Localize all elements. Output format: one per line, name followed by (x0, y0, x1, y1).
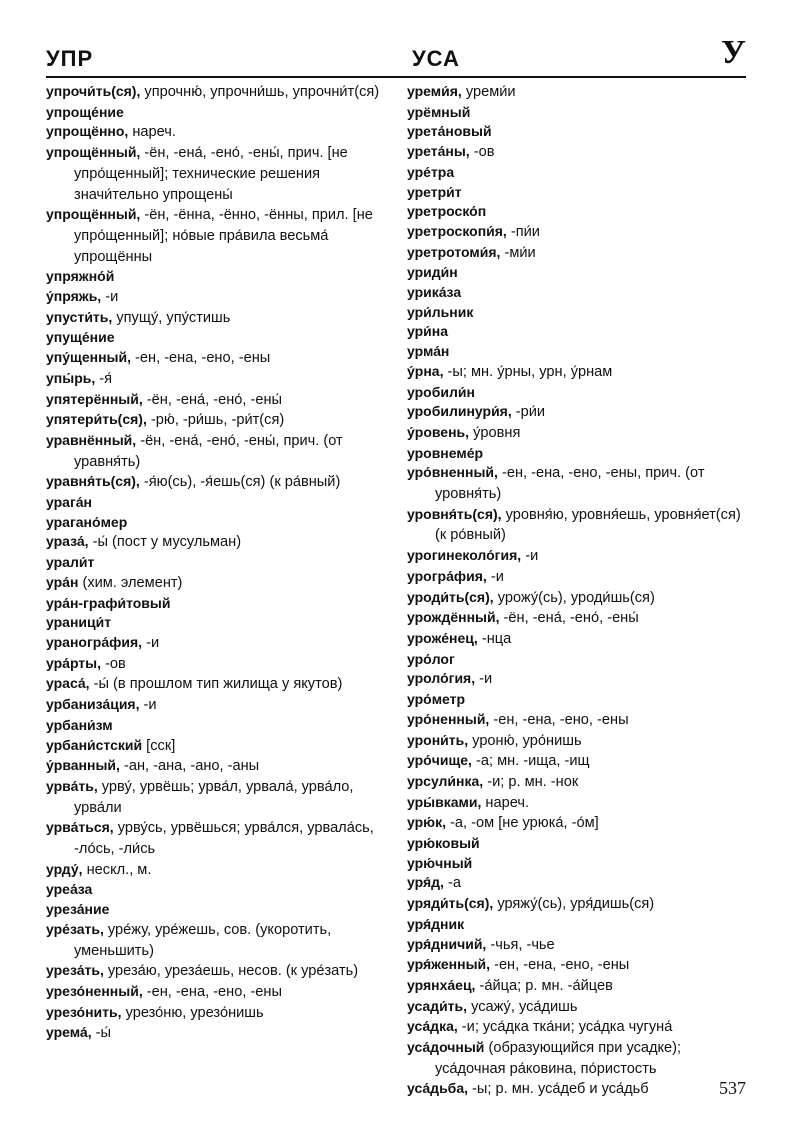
dictionary-entry (407, 935, 752, 956)
entry-grammar: -и (139, 697, 157, 714)
entry-grammar: уроню́, уро́нишь (468, 732, 582, 749)
entry-headword: упрочи́ть(ся), (46, 83, 141, 99)
entry-grammar: урожу́(сь), уроди́шь(ся) (493, 589, 655, 606)
dictionary-entry (46, 103, 391, 123)
dictionary-entry (46, 1003, 391, 1024)
dictionary-entry (407, 976, 752, 997)
entry-grammar: -и (475, 671, 493, 688)
page-number: 537 (719, 1078, 746, 1098)
entry-grammar: -ен, -ена, -ено, -ены (131, 350, 271, 367)
entry-headword: упрощённый, (46, 206, 141, 223)
entry-headword: урсули́нка, (407, 772, 484, 789)
entry-headword: урета́новый (407, 123, 492, 140)
dictionary-entry (46, 756, 391, 777)
dictionary-entry (407, 854, 752, 874)
dictionary-entry (46, 900, 391, 920)
dictionary-entry (407, 1038, 752, 1079)
entry-headword: урду́, (46, 860, 83, 877)
dictionary-entry (407, 263, 752, 283)
dictionary-entry (46, 472, 391, 493)
dictionary-entry (407, 834, 752, 854)
entry-headword: уря́женный, (407, 956, 491, 973)
entry-grammar: уре́жу, уре́жешь, сов. (укоротить, уменьшить) (74, 921, 332, 959)
entry-headword: урбани́стский (46, 736, 143, 753)
dictionary-entry (46, 513, 391, 533)
entry-headword: урождённый, (407, 609, 500, 626)
dictionary-entry (46, 431, 391, 472)
entry-grammar: усажу́, уса́дишь (467, 998, 578, 1015)
entry-headword: уриди́н (407, 264, 458, 281)
entry-grammar: уряжу́(сь), уря́дишь(ся) (493, 896, 655, 913)
entry-headword: ураза́, (46, 533, 89, 550)
dictionary-entry (407, 383, 752, 403)
entry-headword: уроди́ть(ся), (407, 588, 494, 605)
dictionary-entry (407, 894, 752, 915)
entry-headword: урага́н (46, 494, 93, 511)
entry-headword: урёмный (407, 103, 471, 120)
dictionary-entry (407, 423, 752, 444)
right-column (407, 82, 752, 1100)
entry-headword: уравня́ть(ся), (46, 473, 140, 490)
entry-headword: усади́ть, (407, 997, 468, 1014)
entry-grammar: -ы́ (91, 1025, 112, 1042)
entry-grammar: -ен, -ена, -ено, -ены (490, 957, 630, 974)
entry-headword: у́рванный, (46, 757, 120, 774)
entry-headword: уре́зать, (46, 920, 104, 937)
entry-headword: уря́дничий, (407, 935, 487, 952)
dictionary-entry (46, 594, 391, 614)
dictionary-entry (407, 567, 752, 588)
entry-headword: ура́рты, (46, 654, 102, 671)
entry-headword: упятери́ть(ся), (46, 411, 147, 428)
entry-grammar: урву́сь, урвёшься; урва́лся, урвала́сь, -ло́сь, -ли́сь (74, 820, 374, 858)
entry-headword: ураногра́фия, (46, 633, 143, 650)
entry-headword: урагано́мер (46, 513, 128, 530)
entry-grammar: -ен, -ена, -ено, -ены (142, 983, 282, 1000)
dictionary-entry (407, 997, 752, 1018)
entry-grammar: -я́ю(сь), -я́ешь(ся) (к ра́вный) (139, 474, 341, 491)
dictionary-entry (46, 716, 391, 736)
dictionary-entry (407, 813, 752, 834)
dictionary-entry (407, 362, 752, 383)
entry-grammar: -и; уса́дка тка́ни; уса́дка чугуна́ (457, 1019, 673, 1036)
dictionary-entry (46, 633, 391, 654)
entry-headword: урю́ковый (407, 835, 480, 852)
dictionary-entry (407, 1017, 752, 1038)
entry-grammar: -ов (469, 144, 495, 161)
entry-headword: упрощённый, (46, 144, 141, 161)
dictionary-entry (46, 777, 391, 818)
dictionary-entry (407, 772, 752, 793)
entry-headword: ури́на (407, 323, 449, 340)
entry-grammar: упрочню́, упрочни́шь, упрочни́т(ся) (140, 84, 380, 100)
entry-grammar: -ми́и (500, 244, 536, 261)
entry-grammar: [сск] (142, 737, 176, 754)
entry-headword: уретроскопи́я, (407, 222, 507, 239)
entry-headword: ура́н (46, 573, 79, 590)
dictionary-entry (407, 444, 752, 464)
dictionary-entry (46, 122, 391, 143)
entry-grammar: -ён, -ённа, -ённо, -ённы, прил. [не упро́щенный]; но́вые пра́вила весьма́ упрощённы (74, 207, 373, 265)
entry-headword: уря́дник (407, 915, 465, 932)
dictionary-entry (407, 342, 752, 362)
left-column (46, 82, 391, 1044)
entry-grammar: -я́ (95, 370, 113, 387)
entry-grammar: -и (486, 568, 504, 585)
dictionary-entry (46, 920, 391, 961)
dictionary-entry (46, 553, 391, 573)
entry-headword: упроще́ние (46, 103, 124, 120)
dictionary-entry (46, 880, 391, 900)
entry-headword: уробили́н (407, 383, 475, 400)
entry-headword: уреа́за (46, 881, 93, 898)
dictionary-entry (46, 1023, 391, 1044)
entry-headword: урю́чный (407, 854, 473, 871)
dictionary-entry (407, 202, 752, 222)
entry-headword: урика́за (407, 284, 462, 301)
entry-grammar: -ан, -ана, -ано, -аны (119, 758, 260, 775)
entry-headword: уса́дьба, (407, 1080, 468, 1097)
dictionary-entry (46, 613, 391, 633)
entry-headword: ураса́, (46, 675, 90, 692)
entry-headword: уреза́ть, (46, 962, 104, 979)
dictionary-entry (407, 955, 752, 976)
entry-headword: уро́ненный, (407, 710, 490, 727)
entry-grammar: -ён, -ена́, -ено́, -ены́, прич. (от уравня́ть) (74, 432, 343, 470)
entry-grammar: -ы; р. мн. уса́деб и уса́дьб (468, 1081, 649, 1098)
dictionary-entry (407, 322, 752, 342)
entry-grammar: -пи́и (506, 223, 540, 240)
entry-grammar: урезо́ню, урезо́нишь (121, 1004, 264, 1021)
entry-grammar: нареч. (481, 794, 530, 811)
entry-headword: урогинеколо́гия, (407, 547, 522, 564)
dictionary-entry (407, 629, 752, 650)
entry-headword: уретроско́п (407, 203, 487, 220)
entry-grammar: (образующийся при усадке); уса́дочная ра́ковина, по́ристость (435, 1040, 682, 1077)
entry-grammar: -ы́ (в прошлом тип жилища у якутов) (89, 676, 343, 693)
entry-headword: урони́ть, (407, 731, 469, 748)
dictionary-entry (46, 961, 391, 982)
entry-grammar: -ен, -ена, -ено, -ены, прич. (от уровня́ть) (435, 465, 705, 503)
entry-headword: упусти́ть, (46, 308, 113, 325)
entry-headword: урва́ться, (46, 819, 114, 836)
dictionary-entry (46, 369, 391, 390)
entry-grammar: -а, -ом [не урюка́, -о́м] (446, 815, 599, 832)
dictionary-entry (46, 143, 391, 205)
dictionary-entry (407, 222, 752, 243)
entry-headword: упятерённый, (46, 390, 143, 407)
dictionary-entry (46, 654, 391, 675)
entry-headword: упряжно́й (46, 268, 115, 285)
dictionary-entry (407, 142, 752, 163)
entry-headword: уреза́ние (46, 901, 110, 918)
dictionary-entry (46, 308, 391, 329)
dictionary-entry (407, 463, 752, 504)
dictionary-entry (46, 287, 391, 308)
entry-headword: уравнённый, (46, 431, 137, 448)
entry-headword: уроло́гия, (407, 670, 476, 687)
entry-headword: уса́дка, (407, 1018, 458, 1035)
dictionary-entry (46, 573, 391, 594)
header-left-guide-word: УПР (46, 46, 94, 71)
dictionary-entry (407, 183, 752, 203)
entry-grammar: -и (101, 289, 119, 306)
dictionary-entry (46, 532, 391, 553)
entry-headword: урбани́зм (46, 716, 113, 733)
dictionary-entry (407, 793, 752, 814)
entry-grammar: -чья, -чье (486, 936, 555, 953)
dictionary-entry (46, 493, 391, 513)
dictionary-entry (407, 915, 752, 935)
entry-headword: у́пряжь, (46, 288, 102, 305)
dictionary-entry (407, 243, 752, 264)
entry-headword: уровня́ть(ся), (407, 505, 502, 522)
entry-headword: уря́д, (407, 874, 444, 891)
entry-grammar: урву́, урвёшь; урва́л, урвала́, урва́ло, урва́ли (74, 778, 354, 816)
entry-grammar: -а́йца; р. мн. -а́йцев (475, 977, 613, 994)
entry-headword: уро́чище, (407, 752, 472, 769)
dictionary-entry (46, 860, 391, 881)
entry-grammar: -а; мн. -ища, -ищ (471, 753, 590, 770)
entry-headword: у́рна, (407, 362, 444, 379)
entry-headword: уроже́нец, (407, 629, 478, 646)
dictionary-entry (46, 736, 391, 757)
dictionary-entry (46, 818, 391, 859)
entry-grammar: -и; р. мн. -нок (483, 773, 579, 790)
entry-grammar: -ён, -ена́, -ено́, -ены́ (142, 391, 283, 408)
entry-grammar: -и (142, 634, 160, 651)
entry-headword: урю́к, (407, 814, 447, 831)
dictionary-entry (407, 650, 752, 670)
entry-grammar: -и (521, 548, 539, 565)
dictionary-entry (407, 669, 752, 690)
entry-headword: уры́вками, (407, 793, 482, 810)
entry-headword: уса́дочный (407, 1039, 485, 1056)
entry-headword: у́ровень, (407, 423, 470, 440)
dictionary-entry (407, 402, 752, 423)
dictionary-entry (407, 690, 752, 710)
dictionary-entry (46, 267, 391, 287)
entry-grammar: (хим. элемент) (78, 574, 183, 591)
entry-headword: урянха́ец, (407, 976, 476, 993)
header-letter: У (721, 34, 746, 71)
dictionary-entry (407, 505, 752, 546)
dictionary-entry (46, 390, 391, 411)
entry-headword: упуще́ние (46, 329, 115, 346)
entry-headword: уро́лог (407, 650, 455, 667)
entry-grammar: у́ровня (469, 424, 521, 441)
dictionary-entry (46, 205, 391, 267)
entry-grammar: уреми́и (461, 84, 516, 100)
dictionary-entry (407, 731, 752, 752)
entry-headword: упрощённо, (46, 123, 129, 140)
entry-grammar: -ён, -ена́, -ено́, -ены́ (499, 610, 639, 627)
entry-grammar: -нца (477, 630, 512, 647)
header-rule (46, 76, 746, 78)
entry-headword: уряди́ть(ся), (407, 895, 494, 912)
header-right-guide-word: УСА (412, 46, 460, 71)
dictionary-entry (46, 348, 391, 369)
entry-headword: уровнеме́р (407, 444, 484, 461)
entry-headword: урва́ть, (46, 777, 98, 794)
entry-headword: урезо́нить, (46, 1003, 122, 1020)
entry-headword: упы́рь, (46, 369, 96, 386)
entry-grammar: нескл., м. (82, 861, 152, 878)
dictionary-entry (407, 710, 752, 731)
dictionary-entry (46, 695, 391, 716)
entry-headword: уро́вненный, (407, 464, 498, 481)
entry-grammar: нареч. (128, 124, 176, 141)
dictionary-entry (407, 546, 752, 567)
entry-headword: урбаниза́ция, (46, 696, 140, 713)
dictionary-entry (407, 163, 752, 183)
entry-grammar: -рю́, -ри́шь, -ри́т(ся) (146, 412, 285, 429)
entry-headword: уробилинури́я, (407, 403, 512, 420)
dictionary-entry (46, 982, 391, 1003)
dictionary-entry (407, 103, 752, 123)
dictionary-entry (407, 588, 752, 609)
entry-grammar: -ен, -ена, -ено, -ены (489, 711, 629, 728)
entry-headword: уре́тра (407, 163, 455, 180)
entry-headword: уро́метр (407, 691, 466, 708)
entry-headword: ура́н-графи́товый (46, 594, 171, 611)
dictionary-entry (407, 303, 752, 323)
entry-headword: упу́щенный, (46, 349, 131, 366)
dictionary-entry (46, 328, 391, 348)
entry-headword: урезо́ненный, (46, 982, 143, 999)
dictionary-entry (407, 873, 752, 894)
dictionary-entry (407, 122, 752, 142)
entry-headword: урема́, (46, 1024, 92, 1041)
entry-headword: урма́н (407, 343, 450, 360)
dictionary-entry (46, 410, 391, 431)
entry-headword: урета́ны, (407, 143, 470, 160)
entry-headword: ураници́т (46, 614, 112, 631)
entry-headword: уретри́т (407, 183, 462, 200)
dictionary-entry (46, 82, 391, 103)
entry-grammar: -ов (101, 655, 126, 672)
entry-grammar: упущу́, упу́стишь (112, 309, 231, 326)
dictionary-entry (407, 1079, 752, 1100)
dictionary-entry (407, 608, 752, 629)
entry-grammar: -а (443, 875, 461, 892)
entry-headword: ури́льник (407, 303, 474, 320)
entry-grammar: -ы́ (пост у мусульман) (88, 534, 242, 551)
entry-grammar: уровня́ю, уровня́ешь, уровня́ет(ся) (к ро́вный) (435, 506, 741, 544)
dictionary-entry (407, 751, 752, 772)
entry-headword: урали́т (46, 554, 95, 571)
entry-headword: уреми́я, (407, 83, 462, 99)
dictionary-entry (407, 82, 752, 103)
entry-grammar: уреза́ю, уреза́ешь, несов. (к уре́зать) (103, 963, 359, 980)
dictionary-entry (407, 283, 752, 303)
entry-headword: уретротоми́я, (407, 243, 501, 260)
entry-grammar: -ри́и (511, 404, 546, 421)
entry-headword: урогра́фия, (407, 567, 487, 584)
page-header (46, 34, 746, 74)
entry-grammar: -ы; мн. у́рны, урн, у́рнам (443, 363, 613, 380)
dictionary-entry (46, 674, 391, 695)
entry-grammar: -ён, -ена́, -ено́, -ены́, прич. [не упро́щенный]; технические решения значи́тельно упрощены́ (74, 145, 348, 203)
